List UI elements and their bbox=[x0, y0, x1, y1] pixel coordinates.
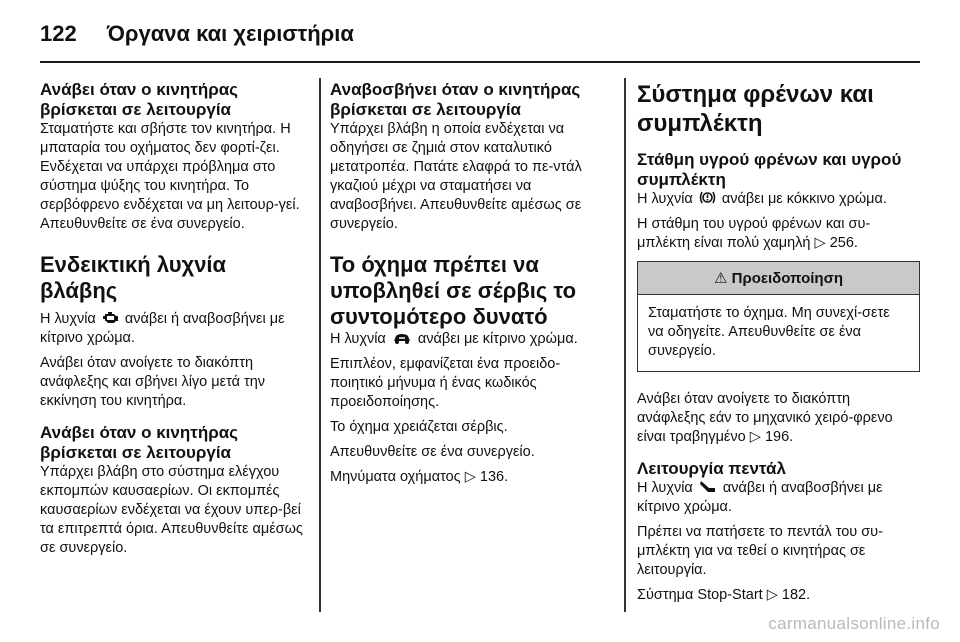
column-divider bbox=[624, 78, 626, 612]
heading-fluid-level: Στάθμη υγρού φρένων και υγρού συμπλέκτη bbox=[637, 150, 902, 189]
heading-brake-system: Σύστημα φρένων και συμπλέκτη bbox=[637, 81, 874, 137]
column-divider bbox=[319, 78, 321, 612]
wrench-car-icon bbox=[392, 332, 412, 345]
page-ref-icon: ▷ bbox=[749, 429, 761, 445]
warning-text: Σταματήστε το όχημα. Μη συνεχί-σετε να οδηγείτε. Απευθυνθείτε σε ένα συνεργείο. bbox=[648, 305, 890, 359]
paragraph-ignition: Ανάβει όταν ανοίγετε το διακόπτη ανάφλεξης και σβήνει λίγο μετά την εκκίνηση του κινητήρα. bbox=[40, 355, 266, 409]
paragraph-service-lamp: Η λυχνία ανάβει με κίτρινο χρώμα. bbox=[330, 331, 578, 347]
page-number: 122 bbox=[40, 21, 77, 46]
warning-header bbox=[638, 262, 919, 295]
heading-service-required: Το όχημα πρέπει να υποβληθεί σε σέρβις το συντομότερο δυνατό bbox=[330, 252, 577, 329]
paragraph-flashing: Υπάρχει βλάβη η οποία ενδέχεται να οδηγήσει σε ζημιά στον καταλυτικό μετατροπέα. Πατάτε ελαφρά το πε-ντάλ γκαζιού μέχρι να σταματήσει να αναβοσβήνει. Απευθυνθείτε αμέσως σε συνεργείο. bbox=[330, 121, 582, 232]
column-2 bbox=[330, 80, 595, 487]
paragraph-malfunction-lamp: Η λυχνία ανάβει ή αναβοσβήνει με κίτρινο χρώμα. bbox=[40, 311, 285, 346]
brake-warning-icon bbox=[699, 190, 716, 205]
paragraph-fluid-lamp: Η λυχνία ανάβει με κόκκινο χρώμα. bbox=[637, 191, 887, 207]
paragraph-handbrake: Ανάβει όταν ανοίγετε το διακόπτη ανάφλεξης εάν το μηχανικό χειρό-φρενο είναι τραβηγμένο ▷ 196. bbox=[637, 391, 893, 445]
page-title: Όργανα και χειριστήρια bbox=[106, 21, 354, 46]
heading-flashing: Αναβοσβήνει όταν ο κινητήρας βρίσκεται σε λειτουργία bbox=[330, 80, 581, 119]
paragraph-contact-garage: Απευθυνθείτε σε ένα συνεργείο. bbox=[330, 444, 535, 460]
watermark: carmanualsonline.info bbox=[768, 614, 940, 633]
paragraph-vehicle-messages: Μηνύματα οχήματος ▷ 136. bbox=[330, 469, 509, 485]
paragraph-fluid-low: Η στάθμη του υγρού φρένων και συ-μπλέκτη είναι πολύ χαμηλή ▷ 256. bbox=[637, 216, 871, 251]
page-ref-icon: ▷ bbox=[766, 587, 778, 603]
page-ref-stop-start[interactable]: 182. bbox=[781, 587, 811, 603]
page-ref-fluid[interactable]: 256. bbox=[829, 235, 858, 251]
column-1 bbox=[40, 80, 305, 558]
page-ref-handbrake[interactable]: 196. bbox=[764, 429, 794, 445]
page-ref-icon: ▷ bbox=[464, 469, 476, 485]
paragraph-engine-running: Σταματήστε και σβήστε τον κινητήρα. Η μπαταρία του οχήματος δεν φορτί-ζει. Ενδέχεται να υπάρχει πρόβλημα στο σύστημα ψύξης του κινητήρα. Το σερβόφρενο ενδέχεται να μη λειτουρ-γεί. Απευθυνθείτε σε ένα συνεργείο. bbox=[40, 121, 300, 232]
heading-engine-running-2: Ανάβει όταν ο κινητήρας βρίσκεται σε λειτουργία bbox=[40, 423, 239, 462]
heading-malfunction-lamp: Ενδεικτική λυχνία βλάβης bbox=[40, 252, 227, 303]
clutch-pedal-icon bbox=[699, 480, 717, 494]
column-3 bbox=[637, 80, 920, 605]
warning-triangle-icon: ⚠ bbox=[713, 270, 728, 287]
warning-box bbox=[637, 261, 920, 372]
paragraph-pedal-lamp: Η λυχνία ανάβει ή αναβοσβήνει με κίτρινο χρώμα. bbox=[637, 480, 883, 515]
page-ref-messages[interactable]: 136. bbox=[479, 469, 509, 485]
paragraph-stop-start: Σύστημα Stop-Start ▷ 182. bbox=[637, 587, 811, 603]
engine-check-icon bbox=[102, 311, 119, 325]
page-header bbox=[40, 14, 354, 54]
paragraph-warning-message: Επιπλέον, εμφανίζεται ένα προειδο-ποιητικό μήνυμα ή ένας κωδικός προειδοποίησης. bbox=[330, 356, 561, 410]
header-rule bbox=[40, 61, 920, 63]
paragraph-needs-service: Το όχημα χρειάζεται σέρβις. bbox=[330, 419, 508, 435]
paragraph-emission: Υπάρχει βλάβη στο σύστημα ελέγχου εκπομπών καυσαερίων. Οι εκπομπές καυσαερίων ενδέχεται να έχουν υπερ-βεί τα επιτρεπτά όρια. Απευθυνθείτε αμέσως σε συνεργείο. bbox=[40, 464, 303, 556]
paragraph-press-pedal: Πρέπει να πατήσετε το πεντάλ του συ-μπλέκτη για να τεθεί ο κινητήρας σε λειτουργία. bbox=[637, 524, 883, 578]
heading-engine-running: Ανάβει όταν ο κινητήρας βρίσκεται σε λειτουργία bbox=[40, 80, 239, 119]
heading-pedal-operation: Λειτουργία πεντάλ bbox=[637, 459, 786, 478]
warning-title: Προειδοποίηση bbox=[731, 270, 843, 287]
page-ref-icon: ▷ bbox=[814, 235, 826, 251]
